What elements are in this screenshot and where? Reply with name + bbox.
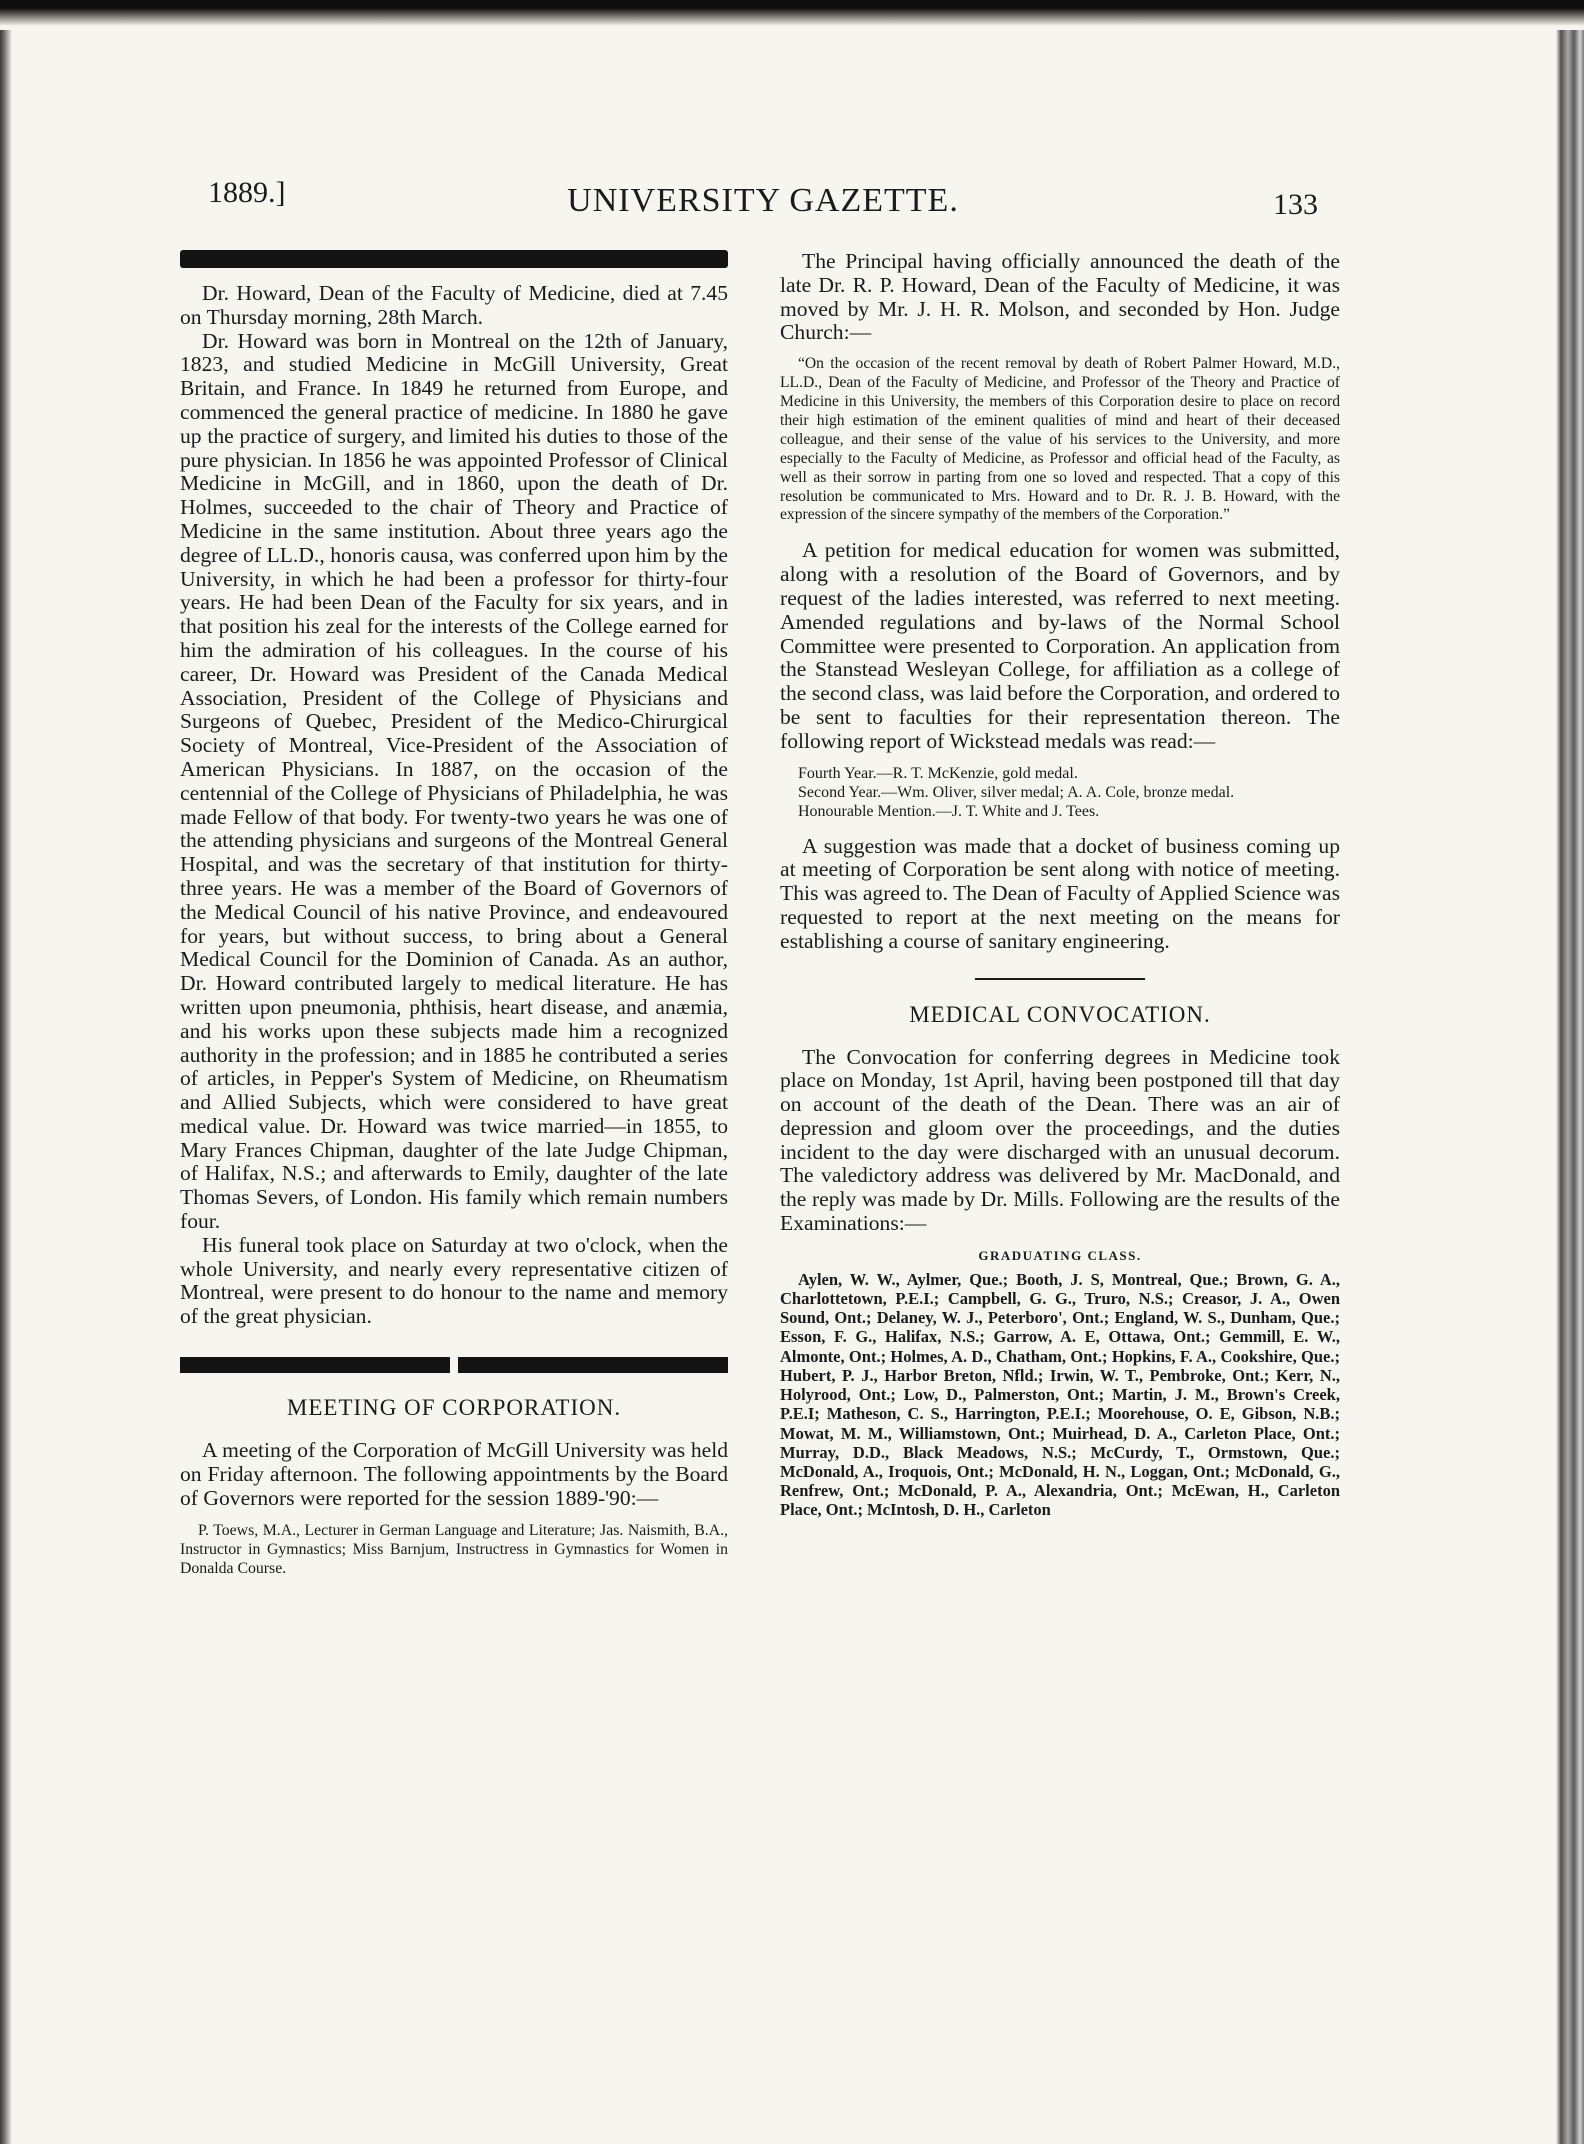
section-heading-corporation: MEETING OF CORPORATION. — [286, 1395, 622, 1421]
graduating-class-heading: GRADUATING CLASS. — [978, 1247, 1142, 1263]
short-rule — [975, 978, 1145, 980]
petition-paragraph: A petition for medical education for women was submitted, along with a resolution of the Board of Governors, and by request of the ladies interested, was referred to next meeting. Amended regulations and by-laws of the Normal School Committee were presented to Corporation. An application from the Stanstead Wesleyan College, for affiliation as a college of the second class, was laid before the Corporation, and ordered to be sent to faculties for their representation thereon. The following report of Wickstead medals was read:— — [780, 538, 1340, 753]
medal-fourth-year: Fourth Year.—R. T. McKenzie, gold medal. — [798, 764, 1078, 782]
convocation-paragraph: The Convocation for conferring degrees in Medicine took place on Monday, 1st April, having been postponed till that day on account of the death of the Dean. There was an air of depression and gloom over the proceedings, and the duties incident to the day were discharged with an unusual decorum. The valedictory address was delivered by Mr. MacDonald, and the reply was made by Dr. Mills. Following are the results of the Examinations:— — [780, 1044, 1340, 1236]
section-heading-convocation: MEDICAL CONVOCATION. — [909, 1001, 1211, 1027]
page-number: 133 — [1273, 188, 1318, 221]
publication-title: UNIVERSITY GAZETTE. — [567, 182, 959, 219]
right-column — [780, 250, 1340, 1520]
page-edge-left — [0, 30, 12, 2144]
obituary-funeral: His funeral took place on Saturday at two o'clock, when the whole University, and nearly every representative citizen of Montreal, were present to do honour to the name and memory of the great physician. — [180, 1232, 728, 1329]
corporation-intro: A meeting of the Corporation of McGill University was held on Friday afternoon. The following appointments by the Board of Governors were reported for the session 1889-'90:— — [180, 1438, 728, 1510]
rule-segment — [180, 1357, 450, 1373]
principal-announcement: The Principal having officially announced the death of the late Dr. R. P. Howard, Dean of the Faculty of Medicine, it was moved by Mr. J. H. R. Molson, and seconded by Hon. Judge Church:— — [780, 249, 1340, 345]
rule-segment — [458, 1357, 728, 1373]
section-rule — [180, 1357, 728, 1373]
obituary-biography: Dr. Howard was born in Montreal on the 12th of January, 1823, and studied Medicine in McGill University, Great Britain, and France. In 1849 he returned from Europe, and commenced the general practice of medicine. In 1880 he gave up the practice of surgery, and limited his duties to those of the pure physician. In 1856 he was appointed Professor of Clinical Medicine in McGill, and in 1860, upon the death of Dr. Holmes, succeeded to the chair of Theory and Practice of Medicine in the same institution. About three years ago the degree of LL.D., honoris causa, was conferred upon him by the University, in which he had been a professor for thirty-four years. He had been Dean of the Faculty for six years, and in that position his zeal for the interests of the College earned for him the admiration of his colleagues. In the course of his career, Dr. Howard was President of the Canada Medical Association, President of the College of Physicians and Surgeons of Quebec, President of the Medico-Chirurgical Society of Montreal, Vice-President of the Association of American Physicians. In 1887, on the occasion of the centennial of the College of Physicians of Philadelphia, he was made Fellow of that body. For twenty-two years he was one of the attending physicians and surgeons of the Montreal General Hospital, and was the secretary of that institution for thirty-three years. He was a member of the Board of Governors of the Medical Council of his native Province, and endeavoured for years, but without success, to bring about a General Medical Council for the Dominion of Canada. As an author, Dr. Howard contributed largely to medical literature. He has written upon pneumonia, phthisis, heart disease, and anæmia, and his works upon these subjects made him a recognized authority in the profession; and in 1885 he contributed a series of articles, in Pepper's System of Medicine, on Rheumatism and Allied Subjects, which were considered to have great medical value. Dr. Howard was twice married—in 1855, to Mary Frances Chipman, daughter of the late Judge Chipman, of Halifax, N.S.; and afterwards to Emily, daughter of the late Thomas Severs, of London. His family which remain numbers four. — [180, 328, 728, 1234]
graduates-list: Aylen, W. W., Aylmer, Que.; Booth, J. S, Montreal, Que.; Brown, G. A., Charlottetown, P.E.I.; Campbell, G. G., Truro, N.S.; Creasor, J. A., Owen Sound, Ont.; Delaney, W. J., Peterboro', Ont.; England, W. S., Dunham, Que.; Esson, F. G., Halifax, N.S.; Garrow, A. E, Ottawa, Ont.; Gemmill, E. W., Almonte, Ont.; Holmes, A. D., Chatham, Ont.; Hopkins, F. A., Cookshire, Que.; Hubert, P. J., Harbor Breton, Nfld.; Irwin, W. T., Pembroke, Ont.; Kerr, N., Holyrood, Ont.; Low, D., Palmerston, Ont.; Martin, J. M., Brown's Creek, P.E.I; Matheson, C. S., Harrington, P.E.I.; Moorehouse, O. E, Gibson, N.B.; Mowat, M. M., Williamstown, Ont.; Muirhead, D. A., Carleton Place, Ont.; Murray, D.D., Black Meadows, N.S.; McCurdy, T., Ormstown, Que.; McDonald, A., Iroquois, Ont.; McDonald, H. N., Loggan, Ont.; McDonald, G., Renfrew, Ont.; McDonald, P. A., Alexandria, Ont.; McEwan, H., Carleton Place, Ont.; McIntosh, D. H., Carleton — [780, 1269, 1340, 1520]
heavy-rule — [180, 250, 728, 268]
obituary-opening: Dr. Howard, Dean of the Faculty of Medicine, died at 7.45 on Thursday morning, 28th March. — [180, 281, 728, 329]
left-column — [180, 250, 728, 1578]
resolution-quote: “On the occasion of the recent removal by death of Robert Palmer Howard, M.D., LL.D., Dean of the Faculty of Medicine, and Professor of the Theory and Practice of Medicine in this University, the members of this Corporation desire to place on record their high estimation of the eminent qualities of mind and heart of their deceased colleague, and their sense of the value of his services to the University, and more especially to the Faculty of Medicine, as Professor and official head of the Faculty, as well as their sorrow in parting from one so loved and respected. That a copy of this resolution be communicated to Mrs. Howard and to Dr. R. J. B. Howard, with the expression of the sincere sympathy of the members of the Corporation.” — [780, 355, 1340, 524]
medal-honourable-mention: Honourable Mention.—J. T. White and J. Tees. — [798, 802, 1100, 820]
appointments-list: P. Toews, M.A., Lecturer in German Language and Literature; Jas. Naismith, B.A., Instructor in Gymnastics; Miss Barnjum, Instructress in Gymnastics for Women in Donalda Course. — [180, 1522, 728, 1577]
medal-second-year: Second Year.—Wm. Oliver, silver medal; A. A. Cole, bronze medal. — [798, 783, 1235, 801]
running-head — [208, 168, 1318, 221]
page-edge-right — [1556, 30, 1584, 2144]
page-edge-top — [0, 0, 1584, 34]
issue-year: 1889.] — [208, 176, 286, 209]
medal-report — [780, 764, 1340, 821]
docket-suggestion: A suggestion was made that a docket of business coming up at meeting of Corporation be sent along with notice of meeting. This was agreed to. The Dean of Faculty of Applied Science was requested to report at the next meeting on the means for establishing a course of sanitary engineering. — [780, 833, 1340, 953]
